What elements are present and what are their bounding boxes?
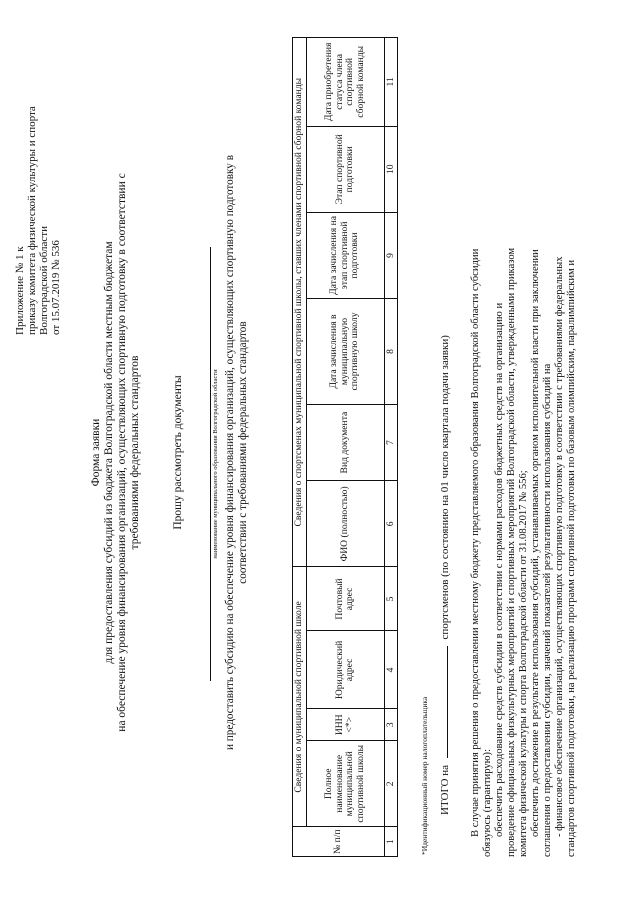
col-number: 3	[384, 709, 398, 741]
appendix-line: Волгоградской области	[38, 226, 50, 335]
form-title-line: для предоставления субсидий из бюджета Волгоградской области местным бюджетам	[103, 241, 115, 664]
table-header-row	[306, 38, 384, 857]
footnote: *Идентификационный номер налогоплательщика	[420, 696, 429, 855]
appendix-line: приказу комитета физической культуры и спорта	[26, 106, 38, 335]
col-header: Дата приобретения статуса члена спортивной сборной команды	[306, 38, 384, 127]
col-number: 2	[384, 741, 398, 827]
col-number: 6	[384, 481, 398, 567]
municipality-blank[interactable]	[210, 247, 211, 681]
col-header: Вид документа	[306, 404, 384, 480]
obligation-line: стандартов спортивной подготовки, на реализацию программ спортивной подготовки по базовым олимпийским, паралимпийским и	[566, 259, 577, 857]
appendix-line: Приложение № 1 к	[14, 246, 26, 335]
total-prefix: ИТОГО на	[439, 764, 451, 815]
group-athletes-header: Сведения о спортсменах муниципальной спортивной школы, ставших членами спортивной сборной команды	[293, 38, 307, 567]
col-number: 9	[384, 212, 398, 298]
obligation-line: комитета физической культуры и спорта Волгоградской области от 31.08.2017 № 556;	[518, 470, 529, 857]
col-number: 11	[384, 38, 398, 127]
form-title-line: требованиями федеральных стандартов	[129, 355, 141, 550]
col-num-header: № п/п	[293, 827, 385, 857]
provide-text: соответствии с требованиями федеральных стандартов	[237, 321, 249, 584]
total-blank[interactable]	[438, 646, 448, 758]
obligation-line: В случае принятия решения о предоставлении местному бюджету представляемого образования Волгоградской области субсидии	[470, 248, 481, 837]
provide-text: и предоставить субсидию на обеспечение уровня финансирования организаций, осуществляющих спортивную подготовку в	[224, 155, 236, 750]
obligation-line: обязуюсь (гарантирую):	[482, 748, 493, 857]
col-number: 1	[384, 827, 398, 857]
col-header: Почтовый адрес	[306, 567, 384, 631]
total-line	[438, 335, 451, 815]
form-title-line: на обеспечение уровня финансирования организаций, осуществляющих спортивную подготовку в соответствии с	[116, 173, 128, 732]
col-header: Юридический адрес	[306, 631, 384, 709]
request-table	[292, 37, 398, 857]
obligation-line: проведение официальных физкультурных мероприятий и спортивных мероприятий Волгоградской области, утвержденными приказом	[506, 247, 517, 857]
group-school-header: Сведения о муниципальной спортивной школе	[293, 567, 307, 827]
table-number-row	[384, 38, 398, 857]
obligation-line: обеспечить достижение в результате использования субсидий, устанавливаемых органом исполнительной власти при заключении	[530, 249, 541, 837]
request-line: Прошу рассмотреть документы	[172, 375, 184, 530]
table-header-row	[293, 38, 307, 857]
col-number: 5	[384, 567, 398, 631]
col-number: 10	[384, 126, 398, 212]
col-number: 4	[384, 631, 398, 709]
appendix-line: от 15.07.2019 № 536	[50, 240, 62, 335]
obligation-line: соглашения о предоставлении субсидии, значений показателей результативности использования субсидий на	[542, 363, 553, 857]
col-number: 7	[384, 404, 398, 480]
col-header: Дата зачисления на этап спортивной подготовки	[306, 212, 384, 298]
col-header: Полное наименование муниципальной спортивной школы	[306, 741, 384, 827]
col-number: 8	[384, 299, 398, 405]
appendix-block	[14, 106, 62, 335]
col-header: Дата зачисления в муниципальную спортивную школу	[306, 299, 384, 405]
municipality-caption: наименование муниципального образования Волгоградской области	[212, 369, 219, 559]
obligation-line: обеспечить расходование средств субсидии в соответствии с нормами расходов бюджетных средств на организацию и	[494, 302, 505, 837]
col-header: Этап спортивной подготовки	[306, 126, 384, 212]
col-header: ИНН <*>	[306, 709, 384, 741]
obligation-line: - финансовое обеспечение организаций, осуществляющих спортивную подготовку в соответствии с требованиями федеральных	[554, 256, 565, 837]
total-suffix: спортсменов (по состоянию на 01 число квартала подачи заявки)	[439, 335, 451, 640]
col-header: ФИО (полностью)	[306, 481, 384, 567]
form-title: Форма заявки	[90, 418, 102, 487]
